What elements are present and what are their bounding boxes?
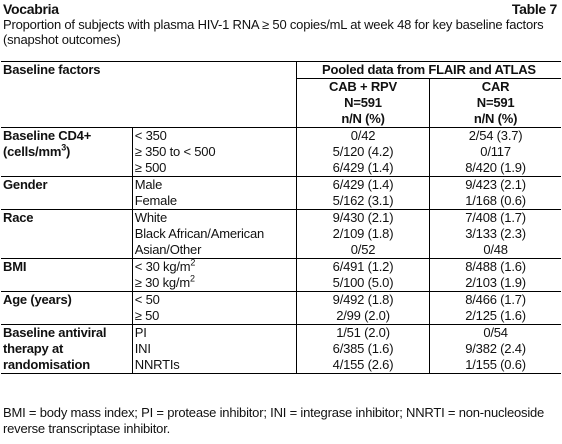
header-pooled-data: Pooled data from FLAIR and ATLAS bbox=[296, 62, 561, 79]
row-arm1-value: 0/52 bbox=[296, 242, 429, 259]
row-arm1-value: 6/491 (1.2) bbox=[296, 259, 429, 276]
arm2-unit: n/N (%) bbox=[430, 111, 561, 128]
table-row bbox=[1, 160, 561, 177]
row-arm1-value: 9/430 (2.1) bbox=[296, 210, 429, 227]
row-arm1-value: 6/429 (1.4) bbox=[296, 177, 429, 194]
row-arm2-value: 0/54 bbox=[430, 325, 561, 342]
row-arm2-value: 2/54 (3.7) bbox=[430, 128, 561, 145]
row-factor: Gender bbox=[1, 177, 132, 194]
row-subgroup: Asian/Other bbox=[132, 242, 296, 259]
row-arm2-value: 1/168 (0.6) bbox=[430, 193, 561, 210]
table-footnote: BMI = body mass index; PI = protease inhibitor; INI = integrase inhibitor; NNRTI = non-nucleoside reverse transcriptase inhibitor. bbox=[3, 405, 545, 436]
table-row bbox=[1, 341, 561, 357]
row-subgroup: < 30 $kg/m^2$ bbox=[132, 259, 296, 276]
table-row bbox=[1, 275, 561, 292]
table-row bbox=[1, 193, 561, 210]
row-arm2-value: 7/408 (1.7) bbox=[430, 210, 561, 227]
arm1-name: CAB + RPV bbox=[296, 79, 429, 96]
table-row bbox=[1, 308, 561, 325]
table-row bbox=[1, 242, 561, 259]
row-factor: Baseline antiviral bbox=[1, 325, 132, 342]
table-row bbox=[1, 177, 561, 194]
row-arm2-value: 8/420 (1.9) bbox=[430, 160, 561, 177]
table-body bbox=[1, 128, 561, 374]
table-row bbox=[1, 144, 561, 160]
row-factor: Baseline CD4+ bbox=[3, 128, 92, 143]
row-subgroup: Black African/American bbox=[132, 226, 296, 242]
row-subgroup: NNRTIs bbox=[132, 357, 296, 374]
row-arm1-value: 2/99 (2.0) bbox=[296, 308, 429, 325]
row-subgroup: PI bbox=[132, 325, 296, 342]
row-arm1-value: 0/42 bbox=[296, 128, 429, 145]
table-row bbox=[1, 128, 561, 145]
row-factor: Race bbox=[1, 210, 132, 227]
row-factor bbox=[1, 308, 132, 325]
row-subgroup: White bbox=[132, 210, 296, 227]
row-factor: $(cells/mm^3)$ bbox=[3, 142, 71, 159]
arm2-name: CAR bbox=[430, 79, 561, 96]
table-caption: Proportion of subjects with plasma HIV-1 RNA ≥ 50 copies/mL at week 48 for key baseline factors (snapshot outcomes) bbox=[3, 17, 544, 47]
row-arm1-value: 5/162 (3.1) bbox=[296, 193, 429, 210]
table-number: Table 7 bbox=[511, 1, 557, 17]
table-row bbox=[1, 226, 561, 242]
row-arm1-value: 6/429 (1.4) bbox=[296, 160, 429, 177]
header-spacer bbox=[1, 79, 296, 96]
arm1-n: N=591 bbox=[296, 95, 429, 111]
row-factor bbox=[1, 160, 132, 177]
row-subgroup: Female bbox=[132, 193, 296, 210]
row-subgroup: ≥ 500 bbox=[132, 160, 296, 177]
arm1-unit: n/N (%) bbox=[296, 111, 429, 128]
row-arm2-value: 2/103 (1.9) bbox=[430, 275, 561, 292]
row-arm2-value: 3/133 (2.3) bbox=[430, 226, 561, 242]
table-row bbox=[1, 325, 561, 342]
subgroup-superscript: 2 bbox=[189, 273, 195, 284]
subgroup-superscript: 2 bbox=[190, 257, 196, 268]
row-subgroup: ≥ 350 to < 500 bbox=[132, 144, 296, 160]
row-subgroup: < 50 bbox=[132, 292, 296, 309]
row-arm1-value: 5/100 (5.0) bbox=[296, 275, 429, 292]
document-header bbox=[3, 0, 559, 17]
row-factor bbox=[1, 242, 132, 259]
row-arm1-value: 5/120 (4.2) bbox=[296, 144, 429, 160]
row-factor bbox=[1, 193, 132, 210]
row-factor bbox=[1, 275, 132, 292]
row-subgroup: ≥ 30 $kg/m^2$ bbox=[132, 275, 296, 292]
row-arm1-value: 2/109 (1.8) bbox=[296, 226, 429, 242]
table-row bbox=[1, 210, 561, 227]
factor-superscript: 3 bbox=[61, 142, 66, 153]
row-factor bbox=[1, 226, 132, 242]
row-arm2-value: 9/382 (2.4) bbox=[430, 341, 561, 357]
row-factor: BMI bbox=[1, 259, 132, 276]
row-subgroup: INI bbox=[132, 341, 296, 357]
row-arm2-value: 8/488 (1.6) bbox=[430, 259, 561, 276]
row-factor: Age (years) bbox=[1, 292, 132, 309]
table-row bbox=[1, 292, 561, 309]
row-arm1-value: 6/385 (1.6) bbox=[296, 341, 429, 357]
row-arm2-value: 9/423 (2.1) bbox=[430, 177, 561, 194]
row-arm2-value: 8/466 (1.7) bbox=[430, 292, 561, 309]
results-table bbox=[1, 61, 561, 374]
row-arm1-value: 4/155 (2.6) bbox=[296, 357, 429, 374]
row-arm2-value: 1/155 (0.6) bbox=[430, 357, 561, 374]
row-arm2-value: 0/117 bbox=[430, 144, 561, 160]
row-subgroup: ≥ 50 bbox=[132, 308, 296, 325]
brand-title: Vocabria bbox=[3, 1, 59, 17]
header-baseline-factors: Baseline factors bbox=[1, 62, 296, 79]
row-factor: therapy at bbox=[3, 341, 64, 356]
row-subgroup: Male bbox=[132, 177, 296, 194]
table-row bbox=[1, 357, 561, 374]
table-row bbox=[1, 259, 561, 276]
row-subgroup: < 350 bbox=[132, 128, 296, 145]
arm2-n: N=591 bbox=[430, 95, 561, 111]
row-arm2-value: 0/48 bbox=[430, 242, 561, 259]
row-arm1-value: 9/492 (1.8) bbox=[296, 292, 429, 309]
row-arm1-value: 1/51 (2.0) bbox=[296, 325, 429, 342]
row-factor: randomisation bbox=[1, 357, 132, 374]
row-arm2-value: 2/125 (1.6) bbox=[430, 308, 561, 325]
